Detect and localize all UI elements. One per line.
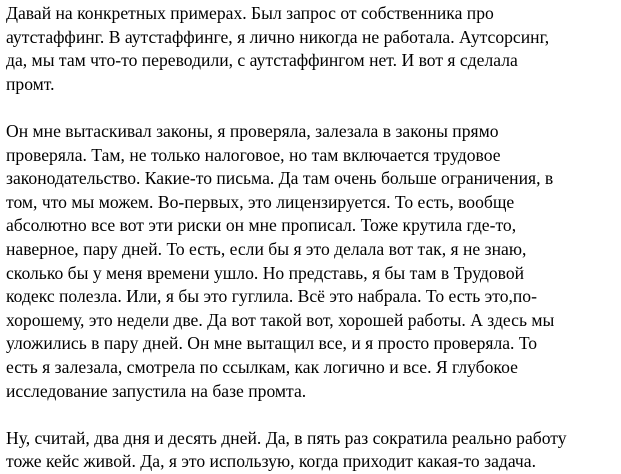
text-line: аутстаффинг. В аутстаффинге, я лично никогда не работала. Аутсорсинг, — [6, 26, 550, 47]
text-line: наверное, пару дней. То есть, если бы я это делала вот так, я не знаю, — [6, 238, 527, 259]
text-line: законодательство. Какие-то письма. Да там очень больше ограничения, в — [6, 168, 554, 189]
text-line: Он мне вытаскивал законы, я проверяла, залезала в законы прямо — [6, 120, 499, 141]
text-line: Ну, считай, два дня и десять дней. Да, в пять раз сократила реально работу — [6, 427, 567, 448]
text-line: уложились в пару дней. Он мне вытащил все, и я просто проверяла. То — [6, 333, 538, 354]
text-line: есть я залезала, смотрела по ссылкам, как логично и все. Я глубокое — [6, 356, 518, 377]
text-line: тоже кейс живой. Да, я это использую, когда приходит какая-то задача. — [6, 451, 536, 472]
text-line: кодекс полезла. Или, я бы это гуглила. Всё это набрала. То есть это,по- — [6, 286, 537, 307]
text-line: абсолютно все вот эти риски он мне прописал. Тоже крутила где-то, — [6, 215, 517, 236]
text-line: да, мы там что-то переводили, с аутстаффингом нет. И вот я сделала — [6, 50, 518, 71]
text-line: проверяла. Там, не только налоговое, но там включается трудовое — [6, 144, 501, 165]
paragraph-3 — [6, 427, 621, 474]
text-line: сколько бы у меня времени ушло. Но представь, я бы там в Трудовой — [6, 262, 525, 283]
paragraph-2 — [6, 120, 621, 403]
text-line: Давай на конкретных примерах. Был запрос от собственника про — [6, 3, 494, 23]
text-line: промт. — [6, 73, 55, 94]
text-line: хорошему, это недели две. Да вот такой вот, хорошей работы. А здесь мы — [6, 309, 555, 330]
text-line: том, что мы можем. Во-первых, это лицензируется. То есть, вообще — [6, 191, 515, 212]
text-line: исследование запустила на базе промта. — [6, 380, 307, 401]
paragraph-1 — [6, 2, 621, 96]
